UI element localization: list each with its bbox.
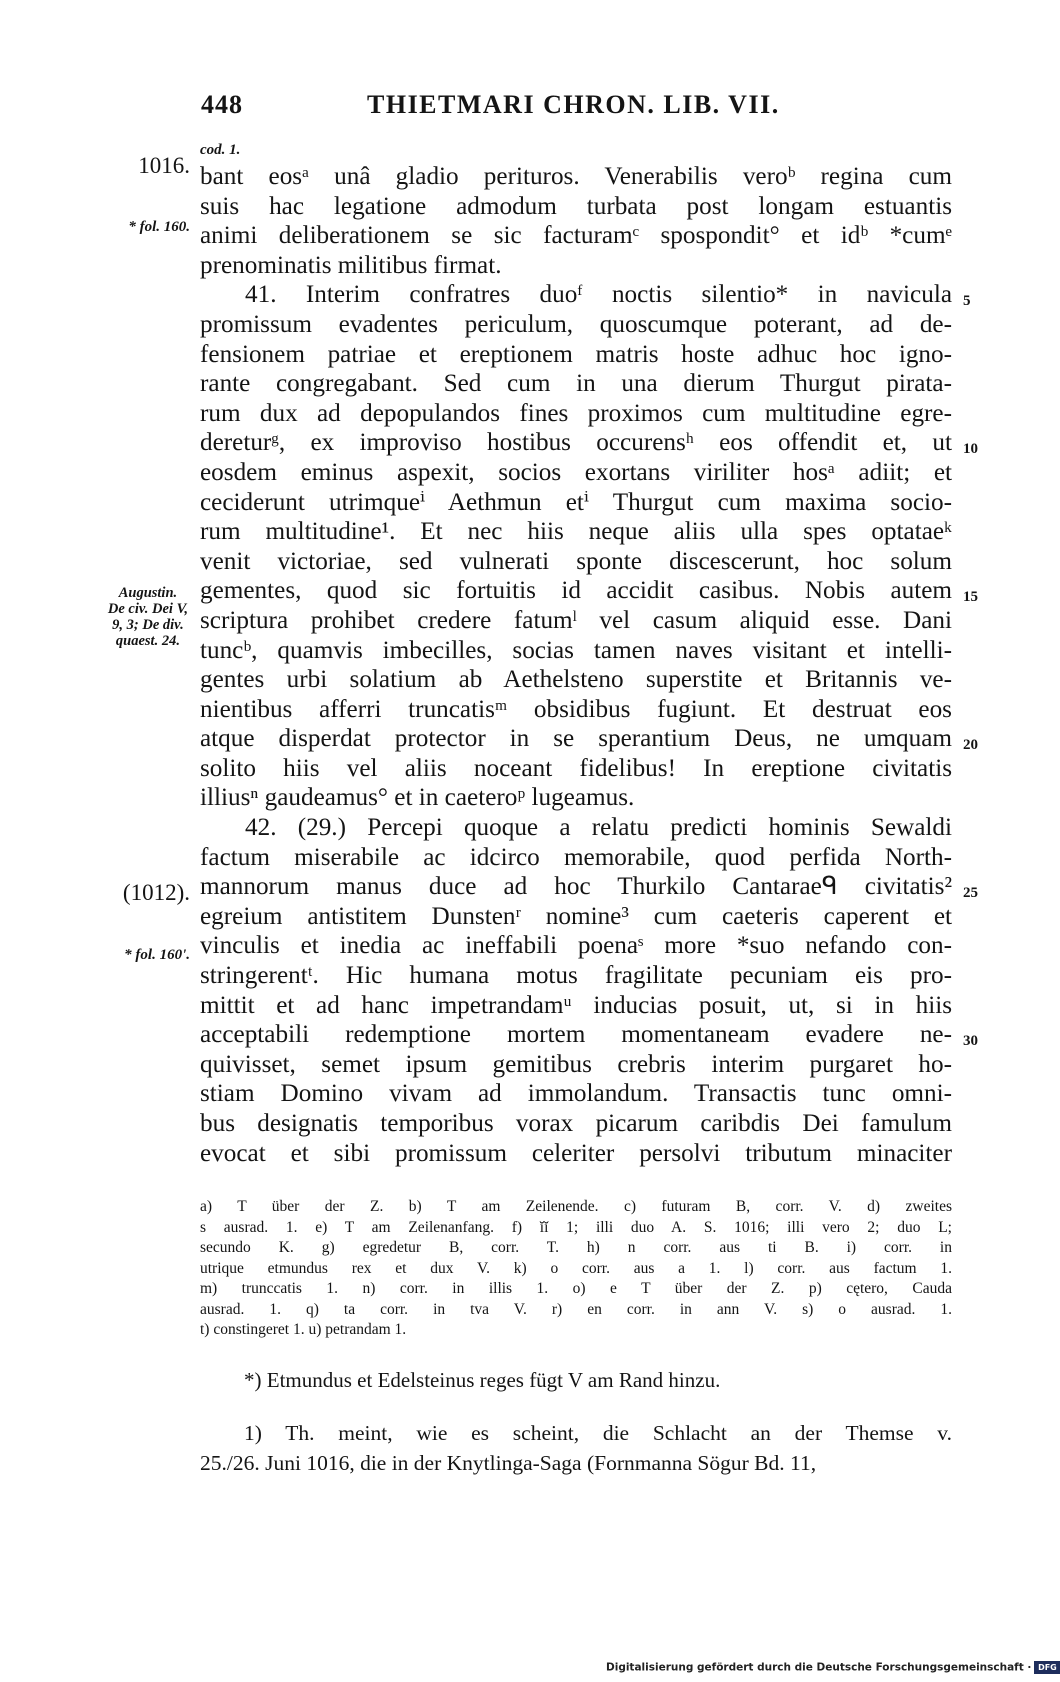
page-number: 448 [201, 90, 243, 119]
text-line: gementes, quod sic fortuitis id accidit casibus. Nobis autem [200, 577, 952, 605]
margin-reference-line: Augustin. [118, 585, 178, 601]
text-line: stringerentᵗ. Hic humana motus fragilitate pecuniam eis pro- [200, 962, 952, 990]
text-line: nientibus afferri truncatisᵐ obsidibus fugiunt. Et destruat eos [200, 695, 952, 723]
apparatus-line: a) T über der Z. b) T am Zeilenende. c) futuram B, corr. V. d) zweites [200, 1198, 952, 1215]
margin-reference-line: quaest. 24. [115, 633, 180, 649]
text-line: fensionem patriae et ereptionem matris hoste adhuc hoc igno- [200, 340, 952, 368]
text-line: tuncᵇ, quamvis imbecilles, socias tamen naves visitant et intelli- [200, 636, 952, 664]
text-line: bant eosᵃ unâ gladio perituros. Venerabilis veroᵇ regina cum [200, 163, 952, 190]
text-line: rum multitudine¹. Et nec hiis neque aliis ulla spes optataeᵏ [200, 518, 952, 546]
text-line: eosdem eminus aspexit, socios exortans viriliter hosᵃ adiit; et [200, 458, 952, 486]
chapter-42-start: 42. (29.) Percepi quoque a relatu predicti hominis Sewaldi [245, 814, 952, 842]
footnote-line: 1) Th. meint, wie es scheint, die Schlacht an der Themse v. [244, 1421, 952, 1445]
line-number: 5 [963, 293, 971, 309]
text-line: animi deliberationem se sic facturamᶜ spospondit° et idᵇ *cumᵉ [200, 222, 952, 250]
text-line: mittit et ad hanc impetrandamᵘ inducias posuit, ut, si in hiis [200, 991, 952, 1019]
line-number: 25 [963, 885, 978, 901]
text-line: dereturᵍ, ex improviso hostibus occurensʰ eos offendit et, ut [200, 429, 952, 457]
margin-year-1012: (1012). [122, 880, 190, 905]
text-line: mannorum manus duce ad hoc Thurkilo Cantaraeᑫ civitatis² [200, 873, 952, 901]
line-number: 20 [963, 737, 978, 753]
apparatus-line: ausrad. 1. q) ta corr. in tva V. r) en corr. in ann V. s) o ausrad. 1. [200, 1300, 952, 1318]
text-line: scriptura prohibet credere fatumˡ vel casum aliquid esse. Dani [200, 606, 952, 634]
line-number: 10 [963, 441, 978, 457]
credit-text: Digitalisierung gefördert durch die Deutsche Forschungsgemeinschaft · [606, 1661, 1032, 1674]
margin-year-1016: 1016. [138, 153, 190, 178]
margin-folio-160v: * fol. 160'. [124, 947, 190, 963]
text-line: gentes urbi solatium ab Aethelsteno superstite et Britannis ve- [200, 666, 952, 694]
text-line: acceptabili redemptione mortem momentaneam evadere ne- [200, 1021, 952, 1049]
margin-reference-line: De civ. Dei V, [107, 601, 188, 617]
apparatus-line: s ausrad. 1. e) T am Zeilenanfang. f) ĭĭ 1; illi duo A. S. 1016; illi vero 2; duo L; [200, 1218, 952, 1236]
text-line: egreium antistitem Dunstenʳ nomine³ cum caeteris caperent et [200, 902, 952, 930]
text-line: rante congregabant. Sed cum in una dierum Thurgut pirata- [200, 370, 952, 398]
text-line: bus designatis temporibus vorax picarum caribdis Dei famulum [200, 1110, 952, 1137]
line-number: 15 [963, 589, 978, 605]
footnote [200, 1418, 952, 1478]
codex-note: cod. 1. [200, 142, 241, 158]
asterisk-note: *) Etmundus et Edelsteinus reges fügt V am Rand hinzu. [244, 1368, 721, 1392]
footnote-line: 25./26. Juni 1016, die in der Knytlinga-Saga (Fornmanna Sögur Bd. 11, [200, 1451, 817, 1475]
page-header [195, 90, 965, 130]
chapter-41-start: 41. Interim confratres duoᶠ noctis silentio* in navicula [245, 281, 952, 309]
apparatus-line: t) constingeret 1. u) petrandam 1. [200, 1321, 407, 1338]
apparatus-line: utrique etmundus rex et dux V. k) o corr. aus a 1. l) corr. aus factum 1. [200, 1259, 952, 1277]
main-text [200, 162, 952, 1168]
line-number: 30 [963, 1033, 978, 1049]
text-line: rum dux ad depopulandos fines proximos cum multitudine egre- [200, 399, 952, 427]
text-line: promissum evadentes periculum, quoscumque poterant, ad de- [200, 310, 952, 338]
running-title: THIETMARI CHRON. LIB. VII. [367, 90, 780, 119]
text-line: illiusⁿ gaudeamus° et in caeteroᵖ lugeamus. [200, 784, 635, 812]
text-line: suis hac legatione admodum turbata post longam estuantis [200, 192, 952, 220]
dfg-logo: DFG [1034, 1661, 1060, 1674]
text-line: factum miserabile ac idcirco memorabile, quod perfida North- [200, 843, 952, 871]
margin-reference-augustine [108, 585, 188, 649]
critical-apparatus [200, 1197, 952, 1341]
margin-folio-160: * fol. 160. [128, 219, 190, 235]
digitization-credit [606, 1661, 1060, 1674]
text-line: solito hiis vel aliis noceant fidelibus! In ereptione civitatis [200, 754, 952, 782]
text-line: ceciderunt utrimqueⁱ Aethmun etⁱ Thurgut cum maxima socio- [200, 488, 952, 516]
text-line: vinculis et inedia ac ineffabili poenaˢ more *suo nefando con- [200, 932, 952, 960]
apparatus-line: m) trunccatis 1. n) corr. in illis 1. o) e T über der Z. p) cętero, Cauda [200, 1280, 952, 1297]
text-line: atque disperdat protector in se sperantium Deus, ne umquam [200, 725, 952, 753]
text-line: stiam Domino vivam ad immolandum. Transactis tunc omni- [200, 1080, 952, 1108]
text-line: prenominatis militibus firmat. [200, 251, 502, 279]
margin-reference-line: 9, 3; De div. [112, 617, 184, 633]
apparatus-line: secundo K. g) egredetur B, corr. T. h) n corr. aus ti B. i) corr. in [200, 1239, 952, 1256]
text-line: venit victoriae, sed vulnerati sponte discescerunt, hoc solum [200, 547, 952, 575]
text-line: evocat et sibi promissum celeriter persolvi tributum minaciter [200, 1139, 952, 1167]
text-line: quivisset, semet ipsum gemitibus crebris interim purgaret ho- [200, 1050, 952, 1078]
